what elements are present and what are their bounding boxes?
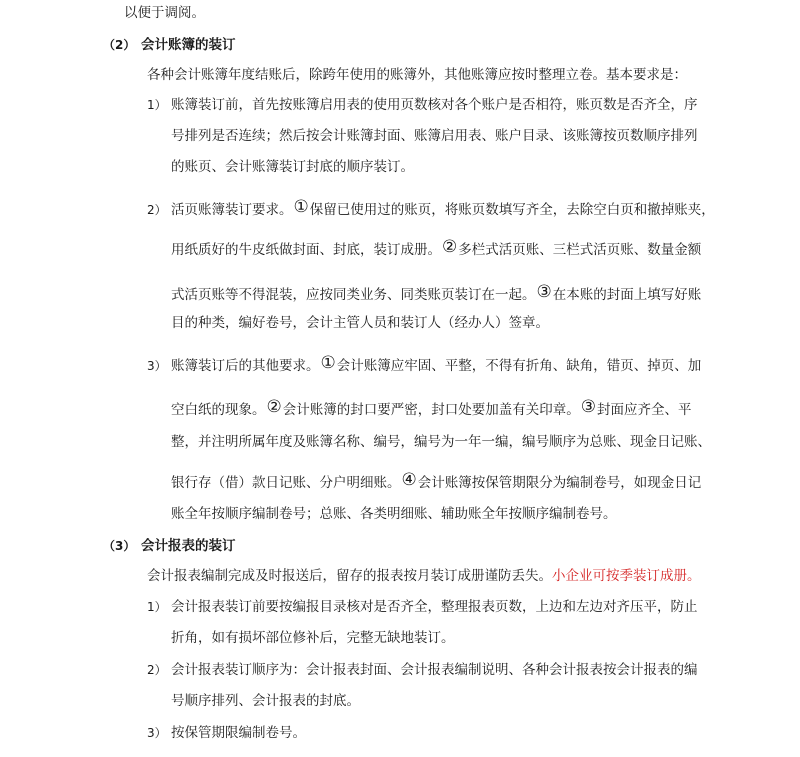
paragraph-line: 银行存（借）款日记账、分户明细账。④会计账簿按保管期限分为编制卷号，如现金日记 [171, 470, 702, 491]
list-item: 1） 会计报表装订前要按编报目录核对是否齐全，整理报表页数，上边和左边对齐压平，防止 [147, 599, 698, 615]
list-item: 2） 活页账簿装订要求。①保留已使用过的账页，将账页数填写齐全，去除空白页和撤掉账夹， [147, 197, 715, 218]
list-item: 3） 账簿装订后的其他要求。①会计账簿应牢固、平整，不得有折角、缺角，错页、掉页、加 [147, 353, 702, 374]
section-title: 会计账簿的装订 [141, 37, 236, 53]
paragraph-line: 空白纸的现象。②会计账簿的封口要严密，封口处要加盖有关印章。③封面应齐全、平 [171, 397, 692, 418]
list-number: 2） [147, 663, 167, 677]
section-heading-2 [103, 39, 236, 53]
list-item: 1） 账簿装订前，首先按账簿启用表的使用页数核对各个账户是否相符，账页数是否齐全，序 [147, 97, 698, 113]
list-item: 3） 按保管期限编制卷号。 [147, 725, 306, 741]
section-title: 会计报表的装订 [141, 538, 236, 554]
section-number: （2） [103, 38, 136, 52]
paragraph-line: 式活页账等不得混装，应按同类业务、同类账页装订在一起。③在本账的封面上填写好账 [171, 282, 702, 303]
list-number: 3） [147, 726, 167, 740]
paragraph-line: 以便于调阅。 [124, 5, 205, 21]
list-number: 2） [147, 203, 167, 217]
circled-number-4: ④ [401, 470, 417, 490]
paragraph-line: 的账页、会计账簿装订封底的顺序装订。 [171, 159, 414, 175]
circled-number-3: ③ [536, 282, 552, 302]
paragraph-line: 整，并注明所属年度及账簿名称、编号，编号为一年一编，编号顺序为总账、现金日记账、 [171, 434, 711, 450]
paragraph-line: 折角，如有损坏部位修补后，完整无缺地装订。 [171, 630, 455, 646]
list-number: 1） [147, 98, 167, 112]
paragraph-line: 号排列是否连续；然后按会计账簿封面、账簿启用表、账户目录、该账簿按页数顺序排列 [171, 128, 698, 144]
paragraph-line: 号顺序排列、会计报表的封底。 [171, 693, 360, 709]
paragraph-line: 目的种类，编好卷号，会计主管人员和装订人（经办人）签章。 [171, 315, 549, 331]
circled-number-2: ② [442, 237, 458, 257]
circled-number-1: ① [320, 353, 336, 373]
circled-number-2: ② [266, 397, 282, 417]
highlighted-note: 小企业可按季装订成册。 [552, 568, 701, 584]
paragraph-line: 各种会计账簿年度结账后，除跨年使用的账簿外，其他账簿应按时整理立卷。基本要求是： [147, 67, 687, 83]
list-number: 3） [147, 359, 167, 373]
list-item: 2） 会计报表装订顺序为：会计报表封面、会计报表编制说明、各种会计报表按会计报表的编 [147, 662, 698, 678]
paragraph-line: 账全年按顺序编制卷号；总账、各类明细账、辅助账全年按顺序编制卷号。 [171, 506, 617, 522]
circled-number-3: ③ [580, 397, 596, 417]
section-heading-3 [103, 540, 236, 554]
section-number: （3） [103, 539, 136, 553]
paragraph-line: 用纸质好的牛皮纸做封面、封底，装订成册。②多栏式活页账、三栏式活页账、数量金额 [171, 237, 702, 258]
circled-number-1: ① [293, 197, 309, 217]
paragraph-line: 会计报表编制完成及时报送后，留存的报表按月装订成册谨防丢失。小企业可按季装订成册。 [147, 568, 701, 584]
list-number: 1） [147, 600, 167, 614]
